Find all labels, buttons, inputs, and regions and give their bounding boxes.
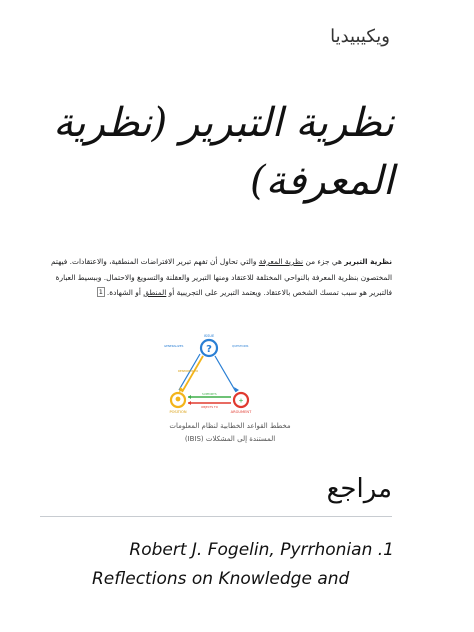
caption-line-2: المستندة إلى المشكلات (IBIS) (184, 435, 276, 443)
supports-label: SUPPORTS (202, 392, 217, 396)
responds-arrow (182, 356, 203, 392)
lead-text-2: والتي تحاول أن تفهم تبرير الافتراضات المنطقية، والاعتقادات. فيهتم المختصون بنظرية المعرفة بالنواحي المختلفة للاعتقاد ومنها التبرير والعقلنة والتسويغ والاحتمال. وببسيط العبارة فالتبرير هو سبب تمسك الشخص بالاعتقاد. ويعتمد التبرير على التجريبية أو (51, 257, 392, 297)
questions-arrow-right (215, 356, 236, 392)
link-logic[interactable]: المنطق (143, 288, 167, 297)
reference-number: 1. (377, 540, 394, 560)
section-divider (40, 516, 392, 517)
issue-label: ISSUE (203, 334, 215, 338)
lead-term: نظرية التبرير (344, 257, 392, 266)
position-label: POSITION (169, 410, 187, 414)
reference-entry (92, 536, 394, 594)
argument-label: ARGUMENT (230, 410, 252, 414)
link-epistemology[interactable]: نظرية المعرفة (258, 257, 304, 266)
caption-line-1: مخطط القواعد الخطابية لنظام المعلومات (169, 422, 291, 430)
wikipedia-logo[interactable]: ويكيبيديا (330, 26, 390, 47)
article-lead-paragraph (40, 254, 392, 301)
objects-label: OBJECTS TO (201, 405, 218, 409)
page-title: نظرية التبرير (نظرية المعرفة) (53, 100, 394, 204)
reference-line-1 (92, 536, 394, 565)
citation-link[interactable]: 1 (98, 288, 103, 296)
references-heading: مراجع (326, 474, 392, 504)
lead-text-1: هي جزء من (303, 257, 345, 266)
responds-label: RESPONDS TO (178, 369, 199, 373)
lead-text-3: أو الشهادة. (106, 288, 144, 297)
svg-text:?: ? (206, 344, 212, 355)
figure-caption (140, 420, 320, 446)
ibis-diagram[interactable] (148, 330, 270, 420)
questions-label: QUESTIONS (232, 344, 249, 348)
reference-author-title[interactable]: Robert J. Fogelin, Pyrrhonian (129, 540, 373, 560)
generalizes-label: GENERALIZES (164, 344, 184, 348)
reference-line-2: Reflections on Knowledge and (92, 569, 350, 589)
svg-text:+: + (238, 397, 244, 405)
